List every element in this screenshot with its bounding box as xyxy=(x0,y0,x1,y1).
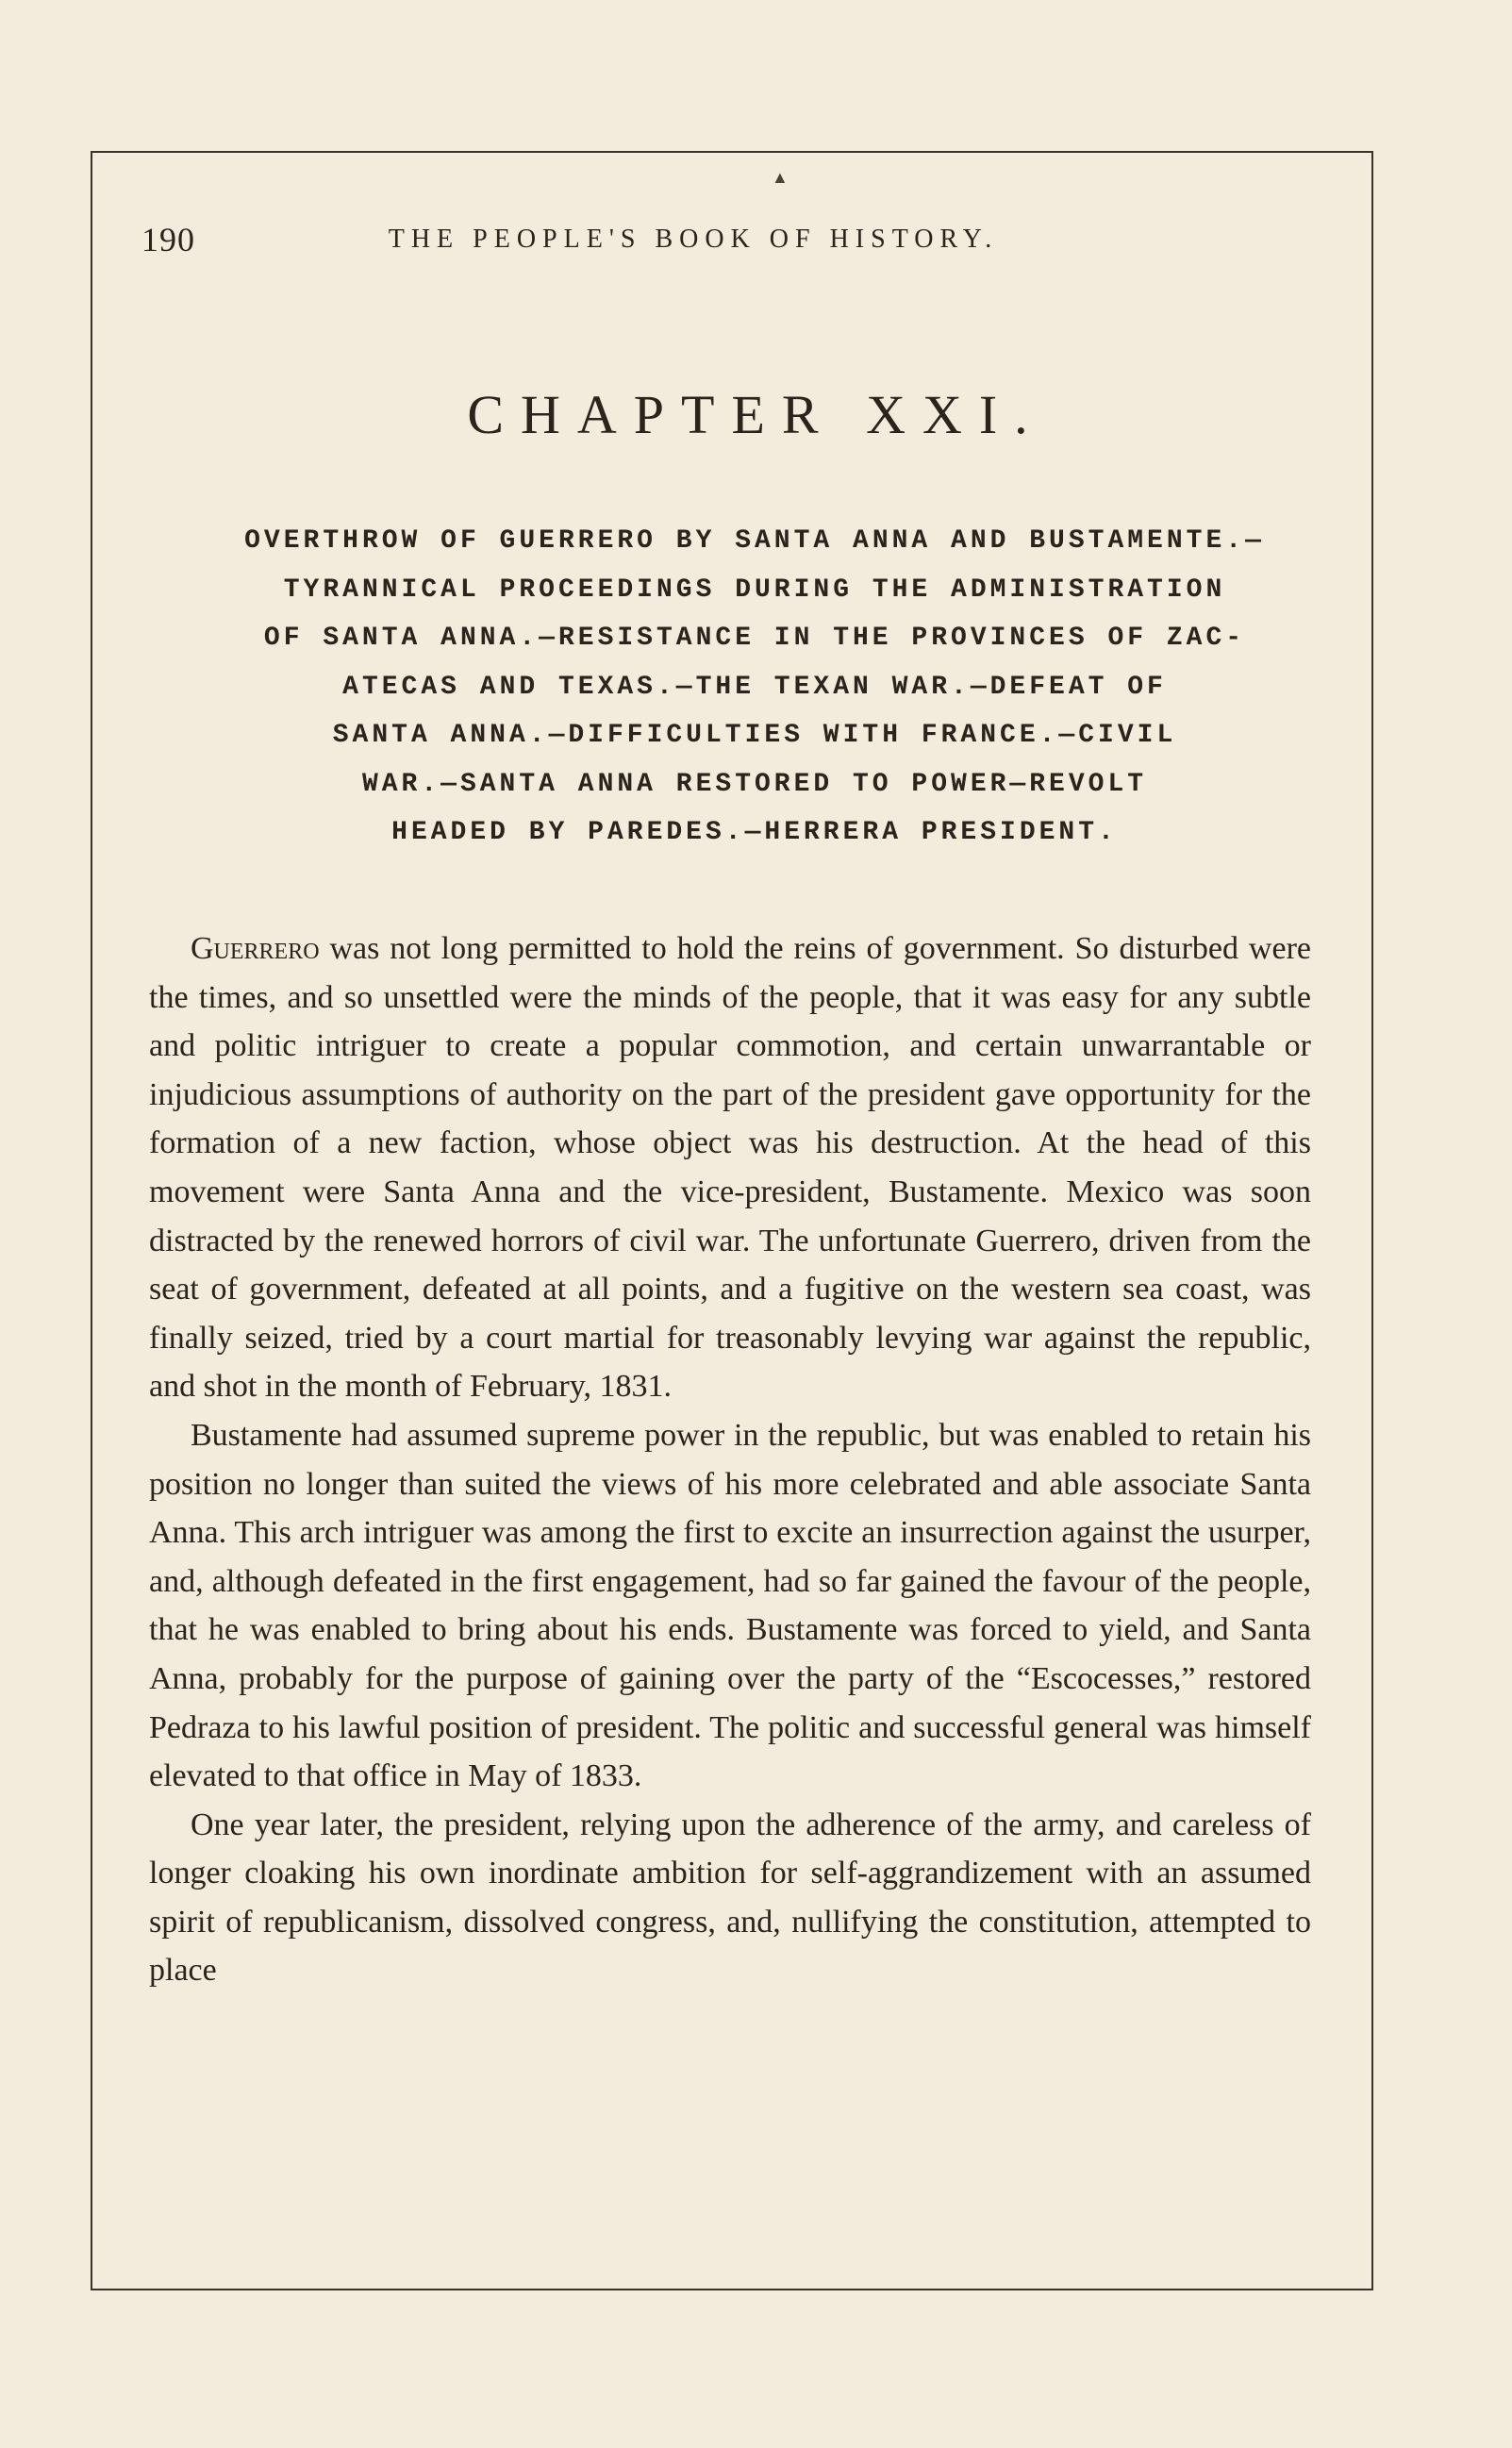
paragraph-1-text: was not long permitted to hold the reins of government. So disturbed were the times, and so unsettled were the minds of the people, that it was easy for any subtle and politic intriguer to create a popular commotion, and certain unwarrantable or injudicious assumptions of authority on the part of the president gave opportunity for the formation of a new faction, whose object was his destruction. At the head of this movement were Santa Anna and the vice-president, Bustamente. Mexico was soon distracted by the renewed horrors of civil war. The unfortunate Guerrero, driven from the seat of government, defeated at all points, and a fugitive on the western sea coast, was finally seized, tried by a court martial for treasonably levying war against the republic, and shot in the month of February, 1831. xyxy=(149,931,1311,1405)
summary-line: SANTA ANNA.—DIFFICULTIES WITH FRANCE.—CIVIL xyxy=(332,721,1177,750)
page-header xyxy=(141,217,1302,262)
chapter-summary xyxy=(170,517,1339,858)
paragraph-1 xyxy=(149,924,1311,1411)
summary-line: OVERTHROW OF GUERRERO BY SANTA ANNA AND BUSTAMENTE.— xyxy=(244,526,1265,556)
summary-line: HEADED BY PAREDES.—HERRERA PRESIDENT. xyxy=(391,818,1118,847)
summary-line: OF SANTA ANNA.—RESISTANCE IN THE PROVINCES OF ZAC- xyxy=(263,624,1246,653)
summary-line: WAR.—SANTA ANNA RESTORED TO POWER—REVOLT xyxy=(361,769,1148,799)
summary-line: ATECAS AND TEXAS.—THE TEXAN WAR.—DEFEAT OF xyxy=(342,672,1167,702)
page-number: 190 xyxy=(141,221,195,258)
summary-line: TYRANNICAL PROCEEDINGS DURING THE ADMINISTRATION xyxy=(283,575,1226,605)
printer-ornament: ▲ xyxy=(772,168,789,187)
body-text xyxy=(149,924,1311,1995)
paragraph-lead-word: Guerrero xyxy=(191,931,320,966)
paragraph-3: One year later, the president, relying upon the adherence of the army, and careless of longer cloaking his own inordinate ambition for self-aggrandizement with an assumed spirit of republicanism, dissolved congress, and, nullifying the constitution, attempted to place xyxy=(149,1807,1311,1989)
chapter-title: CHAPTER XXI. xyxy=(467,384,1045,445)
paragraph-2: Bustamente had assumed supreme power in the republic, but was enabled to retain his position no longer than suited the views of his more celebrated and able associate Santa Anna. This arch intriguer was among the first to excite an insurrection against the usurper, and, although defeated in the first engagement, had so far gained the favour of the people, that he was enabled to bring about his ends. Bustamente was forced to yield, and Santa Anna, probably for the purpose of gaining over the party of the “Escocesses,” restored Pedraza to his lawful position of president. The politic and successful general was himself elevated to that office in May of 1833. xyxy=(149,1417,1311,1794)
running-head: THE PEOPLE'S BOOK OF HISTORY. xyxy=(388,225,999,254)
